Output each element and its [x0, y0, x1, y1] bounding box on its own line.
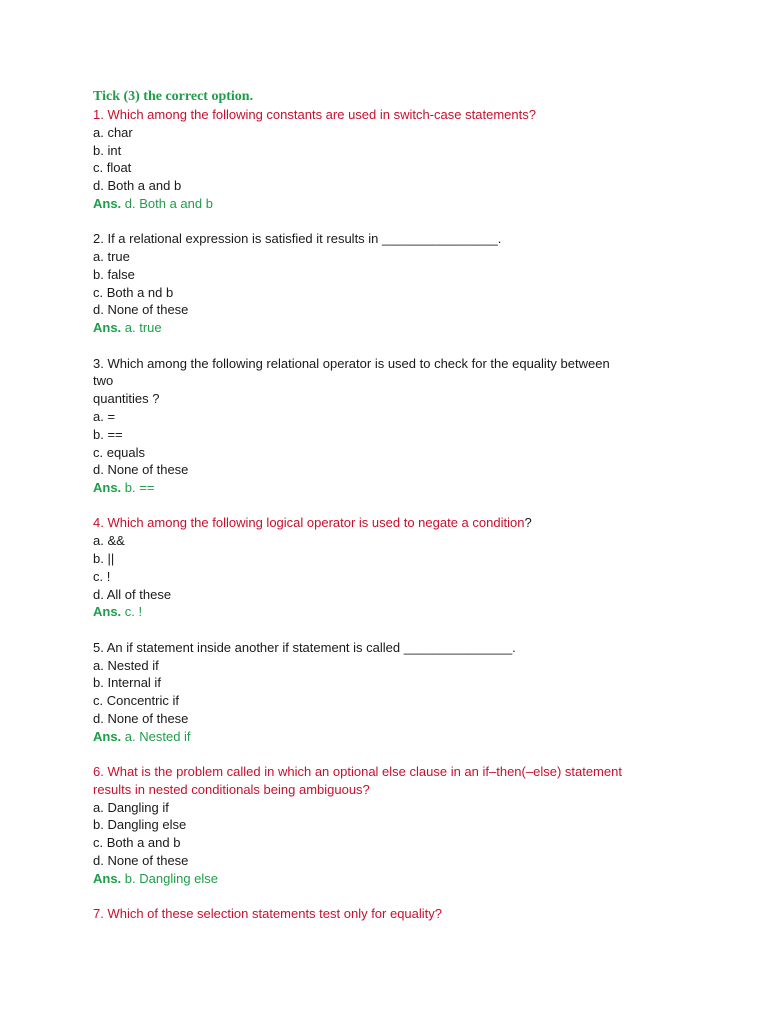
option-item: c. !: [93, 568, 111, 584]
question-text: [93, 905, 693, 923]
option-item: d. None of these: [93, 302, 189, 318]
question-text-line: quantities ?: [93, 391, 160, 407]
question-block: [93, 763, 693, 888]
answer-line: [93, 319, 693, 337]
option-item: b. ==: [93, 426, 123, 442]
question-block: [93, 905, 693, 923]
option-item: d. None of these: [93, 710, 189, 726]
answer-label: Ans.: [93, 480, 122, 496]
option-item: c. equals: [93, 444, 146, 460]
answer-value: d. Both a and b: [121, 195, 213, 211]
question-text: [93, 781, 693, 799]
option-item: a. &&: [93, 533, 125, 549]
option-item: c. Concentric if: [93, 693, 179, 709]
option-item: d. None of these: [93, 462, 189, 478]
answer-line: [93, 728, 693, 746]
question-text-line: 3. Which among the following relational operator is used to check for the equality between: [93, 355, 610, 371]
question-list: [93, 106, 693, 923]
answer-value: b. ==: [121, 480, 155, 496]
question-block: [93, 639, 693, 746]
option-item: a. true: [93, 249, 130, 265]
option-item: b. false: [93, 266, 135, 282]
answer-value: b. Dangling else: [121, 870, 219, 886]
option-item: b. ||: [93, 551, 115, 567]
question-text: [93, 639, 693, 657]
answer-line: [93, 479, 693, 497]
answer-value: a. Nested if: [121, 728, 191, 744]
option-item: a. Dangling if: [93, 799, 169, 815]
option-item: d. All of these: [93, 586, 172, 602]
question-text-line: 2. If a relational expression is satisfied it results in ________________.: [93, 231, 502, 247]
question-text-line: 7. Which of these selection statements test only for equality?: [93, 906, 443, 922]
answer-value: a. true: [121, 320, 162, 336]
answer-value: c. !: [121, 604, 143, 620]
option-item: c. Both a nd b: [93, 284, 174, 300]
option-item: c. float: [93, 160, 132, 176]
option-item: a. =: [93, 408, 116, 424]
answer-label: Ans.: [93, 320, 122, 336]
question-block: [93, 355, 693, 497]
question-text-line: 1. Which among the following constants are used in switch-case statements?: [93, 107, 536, 122]
question-text: [93, 106, 693, 124]
option-item: d. Both a and b: [93, 178, 182, 194]
question-text: [93, 355, 693, 373]
question-text-line: 5. An if statement inside another if statement is called _______________.: [93, 639, 516, 655]
question-text: [93, 372, 693, 390]
question-text-line: two: [93, 373, 114, 389]
question-block: [93, 106, 693, 213]
question-text-line: results in nested conditionals being ambiguous?: [93, 781, 370, 797]
answer-line: [93, 603, 693, 621]
answer-label: Ans.: [93, 870, 122, 886]
question-text-line: 6. What is the problem called in which an optional else clause in an if–then(–else) statement: [93, 764, 622, 779]
question-block: [93, 230, 693, 337]
option-item: a. Nested if: [93, 657, 159, 673]
document-page: [93, 88, 693, 940]
answer-label: Ans.: [93, 604, 122, 620]
question-text: [93, 763, 693, 781]
option-item: b. int: [93, 142, 122, 158]
question-text: [93, 514, 693, 532]
answer-line: [93, 195, 693, 213]
page-heading: Tick (3) the correct option.: [93, 89, 254, 104]
answer-line: [93, 870, 693, 888]
option-item: b. Internal if: [93, 675, 161, 691]
question-text: [93, 390, 693, 408]
option-item: c. Both a and b: [93, 835, 181, 851]
question-text: [93, 230, 693, 248]
question-suffix: ?: [524, 515, 532, 531]
option-item: b. Dangling else: [93, 817, 187, 833]
option-item: a. char: [93, 124, 133, 140]
question-text-line: 4. Which among the following logical operator is used to negate a condition: [93, 515, 525, 531]
answer-label: Ans.: [93, 728, 122, 744]
question-block: [93, 514, 693, 621]
option-item: d. None of these: [93, 852, 189, 868]
answer-label: Ans.: [93, 195, 122, 211]
